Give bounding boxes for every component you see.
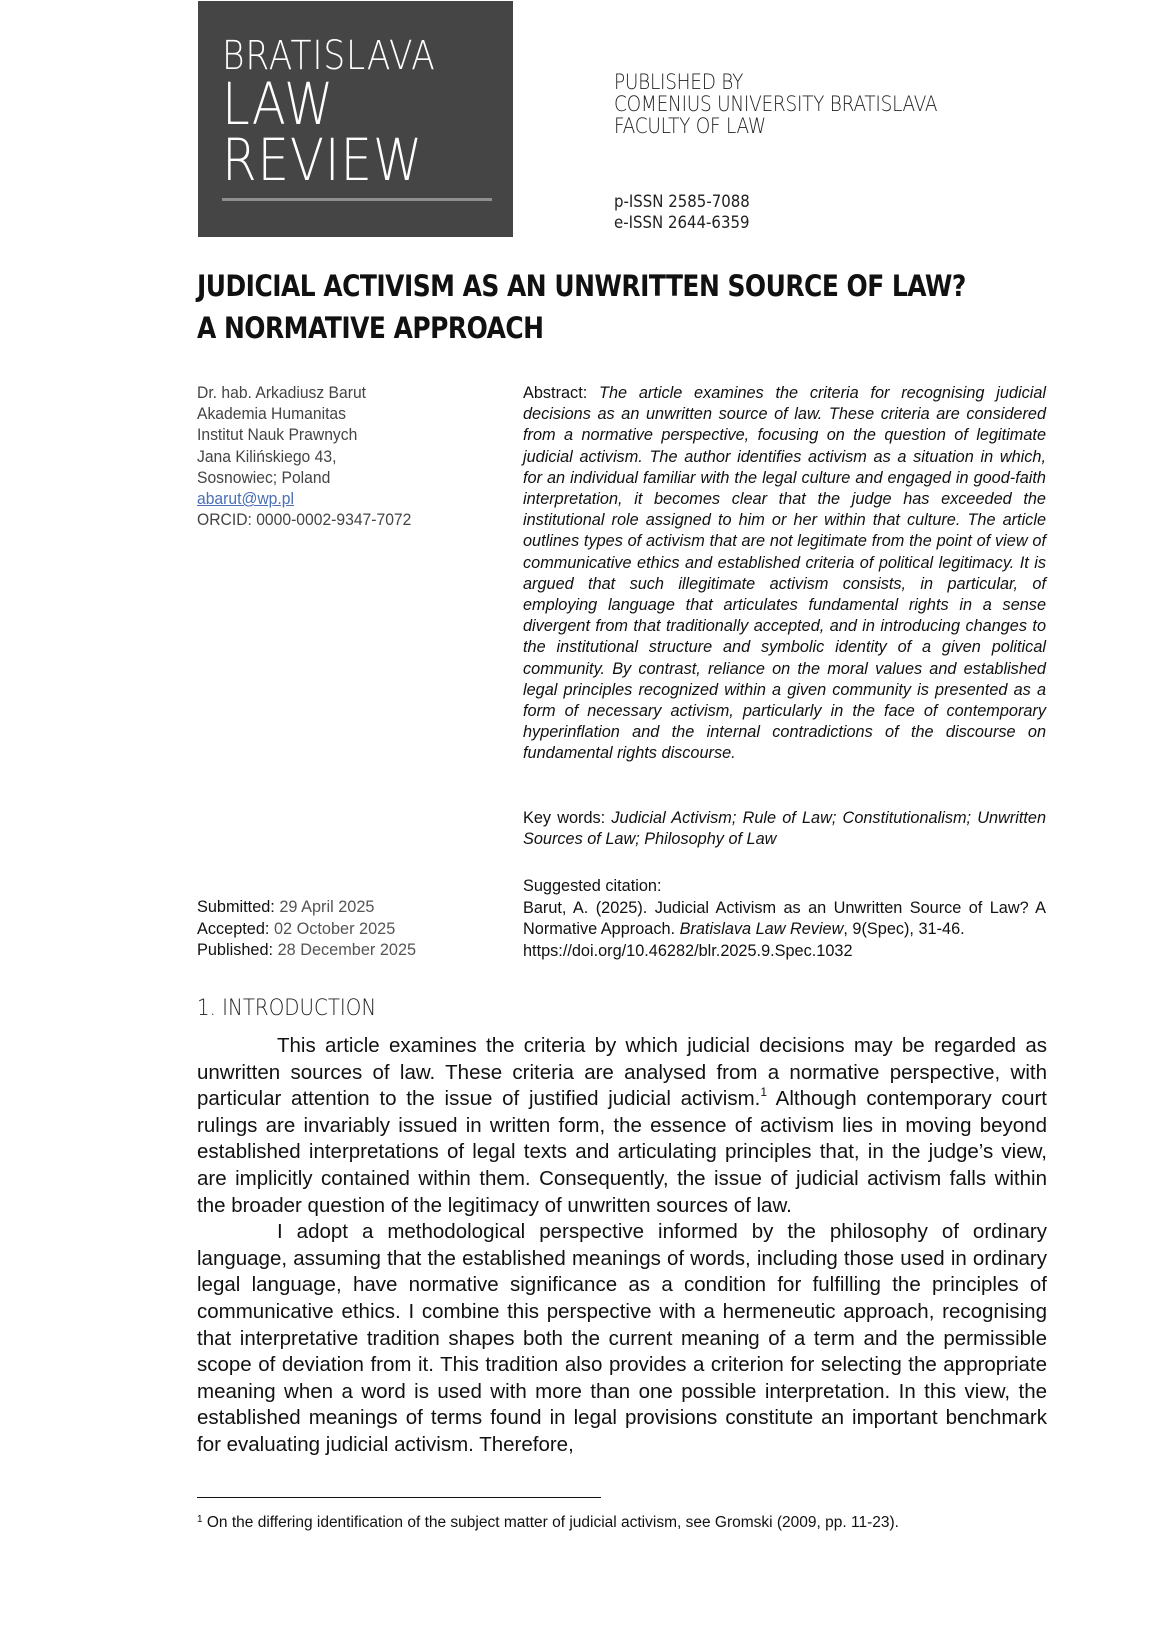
keywords-label: Key words: [523, 809, 606, 827]
author-name: Dr. hab. Arkadiusz Barut [197, 384, 367, 402]
suggested-citation [523, 876, 1046, 962]
publisher-line-2: COMENIUS UNIVERSITY BRATISLAVA [614, 92, 938, 116]
citation-journal: Bratislava Law Review [679, 920, 844, 938]
citation-volume: , 9(Spec), 31-46. [843, 920, 965, 938]
accepted-label: Accepted: [197, 919, 270, 938]
article-title [197, 265, 966, 349]
logo-text-review: REVIEW [222, 126, 424, 194]
body-text [197, 1033, 1047, 1459]
author-block [197, 383, 423, 531]
paragraph-1 [197, 1033, 1047, 1219]
published-row [197, 940, 416, 962]
p-issn: p-ISSN 2585-7088 [614, 192, 750, 212]
footnote-divider [197, 1497, 601, 1498]
publisher-block [614, 71, 937, 137]
logo-underline [222, 198, 492, 201]
submitted-row [197, 897, 416, 919]
author-address-2: Sosnowiec; Poland [197, 468, 331, 487]
citation-label: Suggested citation: [523, 877, 662, 895]
citation-doi[interactable]: https://doi.org/10.46282/blr.2025.9.Spec.1032 [523, 941, 853, 960]
keywords [523, 808, 1046, 850]
citation-text: Barut, A. (2025). Judicial Activism as an Unwritten Source of Law? A Normative Approach. [523, 898, 1046, 938]
author-affiliation-1: Akademia Humanitas [197, 405, 346, 424]
submitted-date: 29 April 2025 [279, 898, 375, 916]
author-affiliation-2: Institut Nauk Prawnych [197, 426, 358, 445]
footnote-ref[interactable]: 1 [760, 1085, 768, 1100]
abstract-text: The article examines the criteria for recognising judicial decisions as an unwritten source of law. These criteria are considered from a normative perspective, focusing on the question of legitimate judicial activism. The author identifies activism as a situation in which, for an individual familiar with the legal culture and engaged in good-faith interpretation, it becomes clear that the judge has exceeded the institutional role assigned to him or her within that culture. The article outlines types of activism that are not legitimate from the point of view of communicative ethics and established criteria of political legitimacy. It is argued that such illegitimate activism consists, in particular, of employing language that articulates fundamental rights in a sense divergent from that traditionally accepted, and in introducing changes to the institutional structure and symbolic identity of a given political community. By contrast, reliance on the moral values and established legal principles recognized within a given community is presented as a form of necessary activism, particularly in the face of contemporary hyperinflation and the internal contradictions of the discourse on fundamental rights discourse. [523, 384, 1046, 763]
author-address-1: Jana Kilińskiego 43, [197, 447, 337, 466]
keywords-text: Judicial Activism; Rule of Law; Constitutionalism; Unwritten Sources of Law; Philosophy of Law [523, 809, 1046, 849]
footnote-number: 1 [197, 1514, 203, 1525]
author-email-link[interactable]: abarut@wp.pl [197, 490, 294, 509]
paragraph-1-text-a: This article examines the criteria by which judicial decisions may be regarded as unwritten sources of law. These criteria are analysed from a normative perspective, with particular attention to the issue of justified judicial activism. [197, 1034, 1047, 1111]
article-title-line-1: JUDICIAL ACTIVISM AS AN UNWRITTEN SOURCE OF LAW? [197, 269, 966, 303]
article-title-line-2: A NORMATIVE APPROACH [197, 311, 544, 345]
footnote [197, 1514, 899, 1532]
logo-text-bratislava: BRATISLAVA [222, 33, 436, 79]
dates-block [197, 897, 416, 962]
accepted-date: 02 October 2025 [273, 919, 396, 938]
publisher-line-3: FACULTY OF LAW [614, 114, 766, 138]
footnote-text: On the differing identification of the subject matter of judicial activism, see Gromski (2009, pp. 11-23). [202, 1514, 899, 1531]
abstract-label: Abstract: [523, 384, 588, 402]
accepted-row [197, 919, 416, 941]
paragraph-1-text-b: Although contemporary court rulings are invariably issued in written form, the essence of activism lies in moving beyond established interpretations of legal texts and articulating principles that, in the judge’s view, are implicitly contained within them. Consequently, the issue of judicial activism falls within the broader question of the legitimacy of unwritten sources of law. [197, 1087, 1047, 1217]
submitted-label: Submitted: [197, 898, 275, 916]
logo-text-law: LAW [222, 70, 335, 138]
e-issn: e-ISSN 2644-6359 [614, 213, 750, 233]
publisher-line-1: PUBLISHED BY [614, 70, 744, 94]
journal-logo [198, 1, 513, 237]
abstract [523, 383, 1046, 765]
published-label: Published: [197, 941, 274, 959]
author-orcid: ORCID: 0000-0002-9347-7072 [197, 511, 412, 530]
paragraph-2: I adopt a methodological perspective informed by the philosophy of ordinary language, assuming that the established meanings of words, including those used in ordinary legal language, have normative significance as a condition for fulfilling the principles of communicative ethics. I combine this perspective with a hermeneutic approach, recognising that interpretative tradition shapes both the current meaning of a term and the permissible scope of deviation from it. This tradition also provides a criterion for selecting the appropriate meaning when a word is used with more than one possible interpretation. In this view, the established meanings of terms found in legal provisions constitute an important benchmark for evaluating judicial activism. Therefore, [197, 1220, 1047, 1456]
published-date: 28 December 2025 [277, 941, 417, 959]
section-heading: 1. INTRODUCTION [197, 996, 377, 1021]
